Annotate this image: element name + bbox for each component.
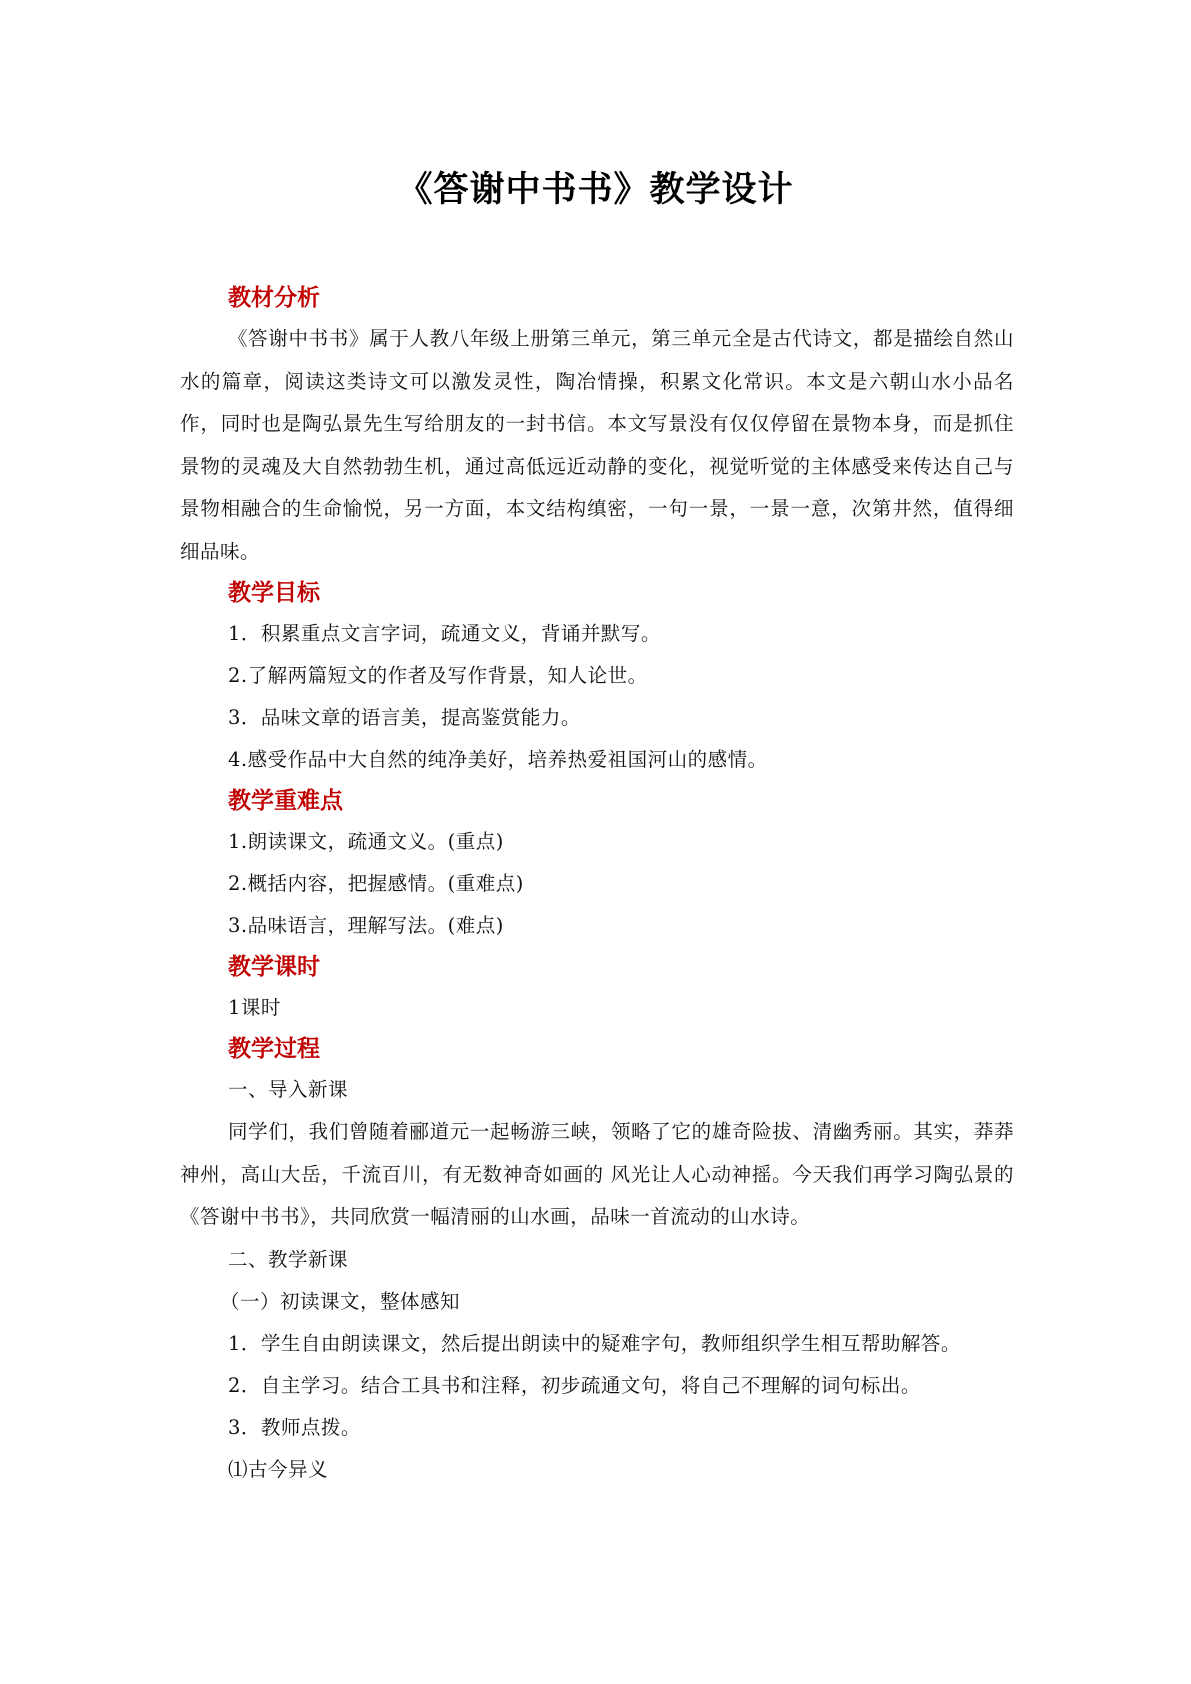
goal-item: 1．积累重点文言字词，疏通文义，背诵并默写。 — [228, 622, 661, 645]
heading-goals: 教学目标 — [228, 579, 320, 606]
goal-item: 4.感受作品中大自然的纯净美好，培养热爱祖国河山的感情。 — [228, 748, 768, 771]
process-sub-1-item: 1．学生自由朗读课文，然后提出朗读中的疑难字句，教师组织学生相互帮助解答。 — [228, 1331, 961, 1355]
process-sub-1-item: 3．教师点拨。 — [228, 1415, 361, 1439]
keypoint-item: 1.朗读课文，疏通文义。(重点) — [228, 830, 504, 853]
process-step-1-title: 一、导入新课 — [228, 1078, 349, 1101]
process-sub-1-item: 2．自主学习。结合工具书和注释，初步疏通文句，将自己不理解的词句标出。 — [228, 1373, 921, 1397]
goal-item: 3．品味文章的语言美，提高鉴赏能力。 — [228, 706, 581, 729]
keypoint-item: 3.品味语言，理解写法。(难点) — [228, 914, 504, 937]
goal-item: 2.了解两篇短文的作者及写作背景，知人论世。 — [228, 664, 648, 687]
process-sub-1-title: （一）初读课文，整体感知 — [220, 1289, 461, 1313]
document-body — [180, 278, 1014, 1491]
hours-value: 1课时 — [228, 996, 281, 1019]
process-step-1-paragraph: 同学们，我们曾随着郦道元一起畅游三峡，领略了它的雄奇险拔、清幽秀丽。其实，莽莽神州，高山大岳，千流百川，有无数神奇如画的 风光让人心动神摇。今天我们再学习陶弘景的《答谢中书书》，共同欣赏一幅清丽的山水画，品味一首流动的山水诗。 — [180, 1120, 1014, 1228]
heading-process: 教学过程 — [228, 1035, 320, 1062]
process-sub-1-item: ⑴古今异义 — [228, 1457, 329, 1481]
heading-analysis: 教材分析 — [228, 284, 320, 311]
document-title: 《答谢中书书》教学设计 — [397, 169, 794, 210]
heading-hours: 教学课时 — [228, 953, 320, 980]
keypoint-item: 2.概括内容，把握感情。(重难点) — [228, 872, 524, 895]
analysis-paragraph: 《答谢中书书》属于人教八年级上册第三单元，第三单元全是古代诗文，都是描绘自然山水的篇章，阅读这类诗文可以激发灵性，陶冶情操，积累文化常识。本文是六朝山水小品名作，同时也是陶弘景先生写给朋友的一封书信。本文写景没有仅仅停留在景物本身，而是抓住景物的灵魂及大自然勃勃生机，通过高低远近动静的变化，视觉听觉的主体感受来传达自己与景物相融合的生命愉悦，另一方面，本文结构缜密，一句一景，一景一意，次第井然，值得细细品味。 — [180, 327, 1014, 563]
process-step-2-title: 二、教学新课 — [228, 1247, 349, 1271]
heading-keypoints: 教学重难点 — [228, 787, 343, 814]
